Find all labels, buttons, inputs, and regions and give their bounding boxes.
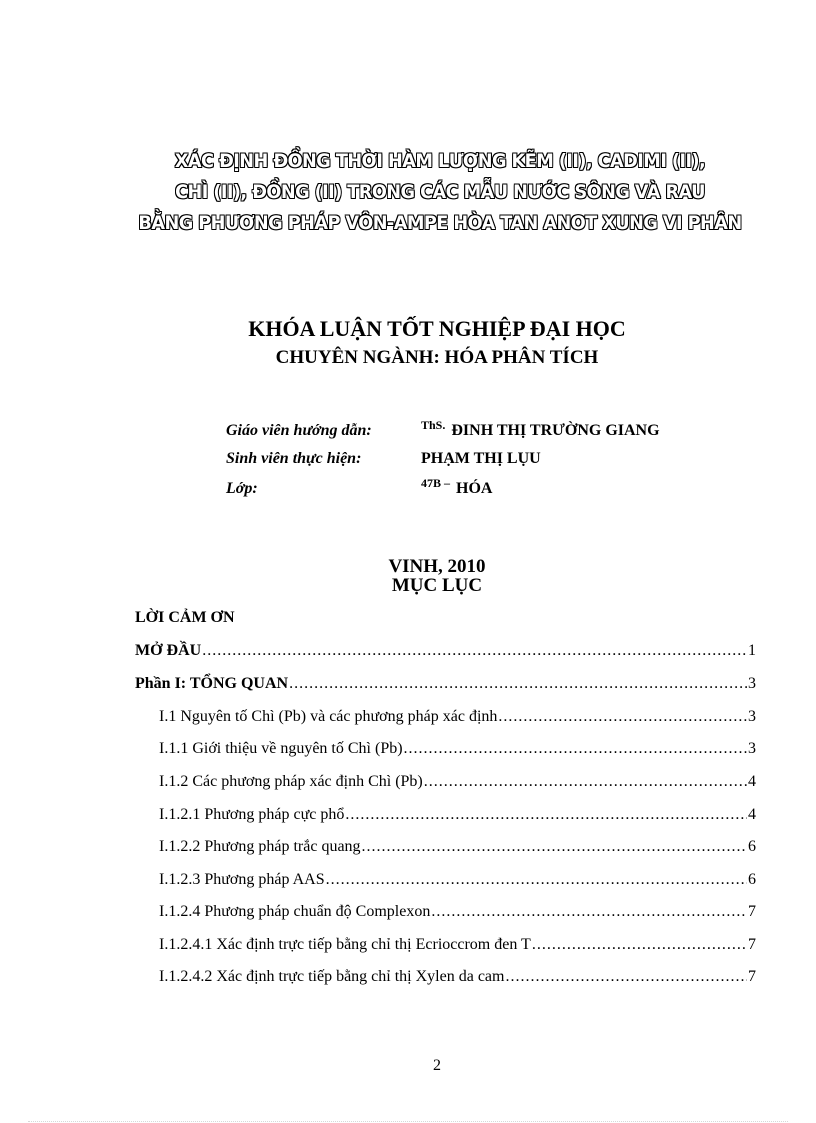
toc-leader <box>289 675 747 693</box>
page-bottom-divider <box>28 1121 788 1122</box>
toc-leader <box>505 968 747 986</box>
toc-entry[interactable] <box>135 708 756 730</box>
toc-leader <box>362 838 747 856</box>
toc-entry-label: I.1.2.3 Phương pháp AAS <box>159 871 325 888</box>
class-name: HÓA <box>456 480 493 497</box>
class-value <box>421 476 493 498</box>
toc-leader <box>498 708 747 726</box>
title-line: XÁC ĐỊNH ĐỒNG THỜI HÀM LƯỢNG KẼM (II), CADIMI (II), <box>174 150 706 172</box>
toc-heading: MỤC LỤC <box>391 575 483 596</box>
toc-entry-page: 7 <box>748 936 756 953</box>
toc-entry[interactable] <box>135 936 756 958</box>
toc-entry-label: MỞ ĐẦU <box>135 642 202 659</box>
toc-entry-page: 7 <box>748 968 756 985</box>
toc-entry-page: 3 <box>748 740 756 757</box>
toc-entry[interactable] <box>135 609 756 631</box>
toc-entry-label: I.1.2.4 Phương pháp chuẩn độ Complexon <box>159 903 431 920</box>
supervisor-title: ThS. <box>421 418 446 432</box>
toc-leader <box>424 773 747 791</box>
toc-leader <box>326 871 747 889</box>
toc-entry-label: I.1.2 Các phương pháp xác định Chì (Pb) <box>159 773 423 790</box>
place-year: VINH, 2010 <box>388 556 486 577</box>
toc-entry[interactable] <box>135 642 756 664</box>
student-label: Sinh viên thực hiện: <box>226 450 362 467</box>
toc-entry-page: 4 <box>748 773 756 790</box>
toc-entry-label: I.1.2.1 Phương pháp cực phổ <box>159 806 345 823</box>
toc-entry-page: 3 <box>748 675 756 692</box>
toc-entry[interactable] <box>135 773 756 795</box>
thesis-type: KHÓA LUẬN TỐT NGHIỆP ĐẠI HỌC <box>248 316 626 341</box>
major: CHUYÊN NGÀNH: HÓA PHÂN TÍCH <box>275 347 599 368</box>
toc-entry-label: I.1.2.4.1 Xác định trực tiếp bằng chỉ thị Ecrioccrom đen T <box>159 936 531 953</box>
page-number: 2 <box>433 1057 441 1074</box>
toc-entry-page: 3 <box>748 708 756 725</box>
toc-entry[interactable] <box>135 871 756 893</box>
toc-entry[interactable] <box>135 968 756 990</box>
toc-entry-page: 6 <box>748 871 756 888</box>
toc-entry-page: 6 <box>748 838 756 855</box>
toc-entry-page: 4 <box>748 806 756 823</box>
thesis-title <box>133 146 747 239</box>
toc-entry[interactable] <box>135 838 756 860</box>
toc-leader <box>202 642 747 660</box>
toc-entry-label: I.1.1 Giới thiệu về nguyên tố Chì (Pb) <box>159 740 403 757</box>
student-name: PHẠM THỊ LỤU <box>421 450 541 467</box>
toc-leader <box>431 903 747 921</box>
toc-entry[interactable] <box>135 740 756 762</box>
toc-entry-label: I.1.2.4.2 Xác định trực tiếp bằng chỉ thị Xylen da cam <box>159 968 505 985</box>
toc-leader <box>532 936 747 954</box>
supervisor-label: Giáo viên hướng dẫn: <box>226 422 372 439</box>
toc-entry[interactable] <box>135 806 756 828</box>
title-line: CHÌ (II), ĐỒNG (II) TRONG CÁC MẪU NƯỚC SÔNG VÀ RAU <box>175 181 705 203</box>
toc-entry-page: 7 <box>748 903 756 920</box>
supervisor-name: ĐINH THỊ TRƯỜNG GIANG <box>451 422 660 439</box>
supervisor-value <box>421 418 660 440</box>
toc-entry-label: Phần I: TỔNG QUAN <box>135 675 289 692</box>
toc-entry[interactable] <box>135 675 756 697</box>
toc-entry-label: LỜI CẢM ƠN <box>135 609 235 626</box>
toc-entry[interactable] <box>135 903 756 925</box>
title-line: BẰNG PHƯƠNG PHÁP VÔN-AMPE HÒA TAN ANOT XUNG VI PHÂN <box>138 212 742 234</box>
toc-entry-page: 1 <box>748 642 756 659</box>
toc-entry-label: I.1.2.2 Phương pháp trắc quang <box>159 838 361 855</box>
toc-leader <box>345 806 747 824</box>
toc-leader <box>404 740 747 758</box>
class-label: Lớp: <box>226 480 258 497</box>
class-code: 47B – <box>421 476 451 490</box>
toc-entry-label: I.1 Nguyên tố Chì (Pb) và các phương pháp xác định <box>159 708 498 725</box>
